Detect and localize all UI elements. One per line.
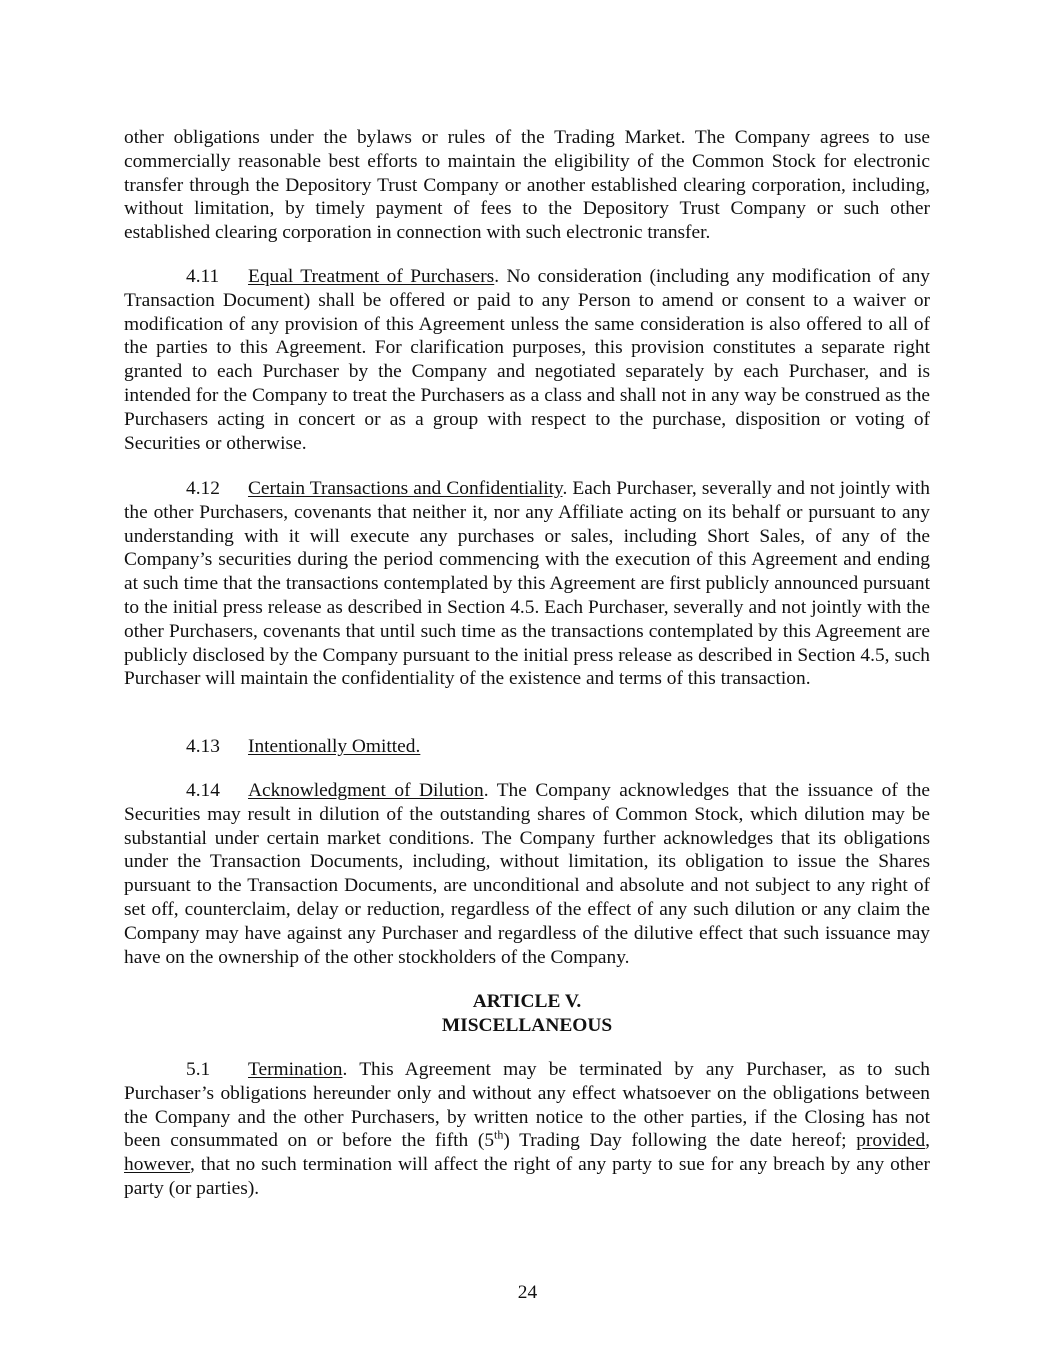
section-title: Equal Treatment of Purchasers bbox=[248, 266, 495, 287]
section-4-14 bbox=[124, 779, 930, 969]
section-body-part: , that no such termination will affect the right of any party to sue for any breach by any other party (or parties). bbox=[124, 1154, 930, 1199]
section-paragraph bbox=[124, 477, 930, 691]
however-term: however bbox=[124, 1154, 190, 1176]
ordinal-superscript: th bbox=[494, 1127, 504, 1142]
section-paragraph bbox=[124, 265, 930, 455]
section-body: . Each Purchaser, severally and not jointly with the other Purchasers, covenants that neither it, nor any Affiliate acting on its behalf or pursuant to any understanding with it will execute any purchases or sales, including Short Sales, of any of the Company’s securities during the period commencing with the execution of this Agreement and ending at such time that the transactions contemplated by this Agreement are first publicly announced pursuant to the initial press release as described in Section 4.5. Each Purchaser, severally and not jointly with the other Purchasers, covenants that until such time as the transactions contemplated by this Agreement are publicly disclosed by the Company pursuant to the initial press release as described in Section 4.5, such Purchaser will maintain the confidentiality of the existence and terms of this transaction. bbox=[124, 478, 930, 690]
page-number: 24 bbox=[517, 1282, 538, 1303]
section-body: . The Company acknowledges that the issuance of the Securities may result in dilution of the outstanding shares of Common Stock, which dilution may be substantial under certain market conditions. The Company further acknowledges that its obligations under the Transaction Documents, including, without limitation, its obligation to issue the Shares pursuant to the Transaction Documents, are unconditional and absolute and not subject to any right of set off, counterclaim, delay or reduction, regardless of the effect of any such dilution or any claim the Company may have against any Purchaser and regardless of the dilutive effect that such issuance may have on the ownership of the other stockholders of the Company. bbox=[124, 780, 931, 968]
section-body-part: . This Agreement may be terminated by any Purchaser, as to such Purchaser’s obligations hereunder only and without any effect whatsoever on the obligations between the Company and the other Purchasers, by written notice to the other parties, if the Closing has not been consummated on or before the fifth (5 bbox=[124, 1059, 930, 1152]
section-number: 4.13 bbox=[186, 736, 220, 757]
article-heading bbox=[124, 990, 930, 1038]
section-number: 5.1 bbox=[186, 1059, 211, 1080]
section-4-13 bbox=[124, 735, 930, 759]
continuation-block bbox=[124, 126, 930, 245]
article-title: MISCELLANEOUS bbox=[441, 1014, 613, 1036]
section-paragraph bbox=[124, 779, 930, 969]
section-paragraph bbox=[124, 735, 930, 759]
section-paragraph bbox=[124, 1058, 930, 1201]
section-number: 4.14 bbox=[186, 780, 220, 801]
separator: , bbox=[925, 1130, 931, 1152]
section-4-12 bbox=[124, 477, 930, 691]
section-number: 4.12 bbox=[186, 478, 220, 499]
section-title: Acknowledgment of Dilution bbox=[248, 780, 484, 801]
section-number: 4.11 bbox=[186, 266, 220, 287]
section-4-11 bbox=[124, 265, 930, 455]
section-title: Intentionally Omitted. bbox=[248, 736, 421, 757]
section-title: Termination bbox=[248, 1059, 343, 1080]
section-body: . No consideration (including any modification of any Transaction Document) shall be offered or paid to any Person to amend or consent to a waiver or modification of any provision of this Agreement unless the same consideration is also offered to all of the parties to this Agreement. For clarification purposes, this provision constitutes a separate right granted to each Purchaser by the Company and negotiated separately by each Purchaser, and is intended for the Company to treat the Purchasers as a class and shall not in any way be construed as the Purchasers acting in concert or as a group with respect to the purchase, disposition or voting of Securities or otherwise. bbox=[124, 266, 930, 454]
article-number: ARTICLE V. bbox=[472, 991, 582, 1012]
continuation-paragraph: other obligations under the bylaws or rules of the Trading Market. The Company agrees to use commercially reasonable best efforts to maintain the eligibility of the Common Stock for electronic transfer through the Depository Trust Company or another established clearing corporation, including, without limitation, by timely payment of fees to the Depository Trust Company or such other established clearing corporation in connection with such electronic transfer. bbox=[124, 127, 930, 244]
section-body-part: ) Trading Day following the date hereof; bbox=[503, 1130, 857, 1152]
section-title: Certain Transactions and Confidentiality bbox=[248, 478, 563, 499]
section-5-1 bbox=[124, 1058, 930, 1201]
provided-term: provided bbox=[856, 1130, 926, 1152]
